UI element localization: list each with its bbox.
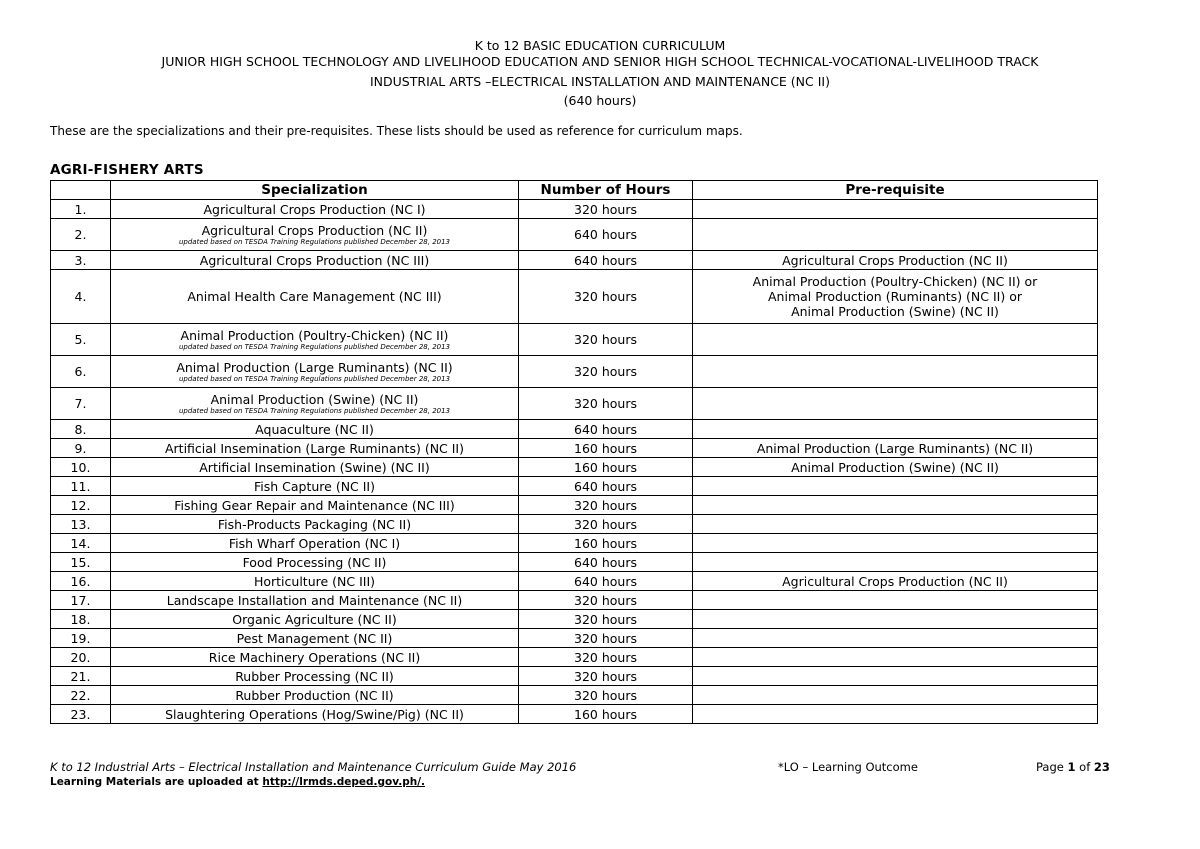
hours-cell: 320 hours	[519, 356, 693, 388]
row-number: 14.	[51, 534, 111, 553]
specialization-name: Artificial Insemination (Swine) (NC II)	[199, 459, 430, 475]
row-number: 1.	[51, 200, 111, 219]
hours-cell: 160 hours	[519, 705, 693, 724]
specialization-cell	[111, 705, 519, 724]
hours-cell: 640 hours	[519, 420, 693, 439]
intro-text: These are the specializations and their pre-requisites. These lists should be used as reference for curriculum maps.	[50, 124, 743, 138]
specialization-name: Organic Agriculture (NC II)	[232, 611, 397, 627]
row-number: 21.	[51, 667, 111, 686]
specialization-name: Aquaculture (NC II)	[255, 421, 374, 437]
specialization-name: Artificial Insemination (Large Ruminants) (NC II)	[164, 440, 464, 456]
prerequisite-cell	[693, 388, 1098, 420]
prerequisite-cell	[693, 200, 1098, 219]
tesda-update-note: updated based on TESDA Training Regulations published December 28, 2013	[178, 238, 451, 246]
specialization-name: Fish Capture (NC II)	[253, 478, 375, 494]
hours-cell: 640 hours	[519, 553, 693, 572]
lrmds-link[interactable]: http://lrmds.deped.gov.ph/.	[262, 776, 426, 788]
hours-cell: 320 hours	[519, 324, 693, 356]
row-number: 15.	[51, 553, 111, 572]
hours-cell: 160 hours	[519, 534, 693, 553]
table-body	[51, 200, 1098, 724]
row-number: 5.	[51, 324, 111, 356]
specialization-name: Food Processing (NC II)	[242, 554, 387, 570]
specialization-cell	[111, 572, 519, 591]
prerequisite-cell	[693, 686, 1098, 705]
table-row	[51, 324, 1098, 356]
specialization-cell	[111, 591, 519, 610]
specialization-name: Fish-Products Packaging (NC II)	[217, 516, 412, 532]
specialization-name: Rubber Production (NC II)	[235, 687, 394, 703]
row-number: 8.	[51, 420, 111, 439]
row-number: 2.	[51, 219, 111, 251]
specialization-cell	[111, 629, 519, 648]
specialization-cell	[111, 219, 519, 251]
prerequisite-cell	[693, 324, 1098, 356]
specialization-name: Agricultural Crops Production (NC I)	[203, 201, 426, 217]
table-row	[51, 572, 1098, 591]
prerequisite-cell	[693, 667, 1098, 686]
prerequisite-cell	[693, 356, 1098, 388]
specialization-cell	[111, 553, 519, 572]
page-prefix: Page	[1036, 760, 1068, 774]
specialization-cell	[111, 458, 519, 477]
prerequisite-cell	[693, 477, 1098, 496]
specialization-cell	[111, 686, 519, 705]
table-row	[51, 534, 1098, 553]
page-of: of	[1075, 760, 1094, 774]
learning-materials-note	[50, 776, 425, 788]
prerequisite-cell: Animal Production (Large Ruminants) (NC II)	[693, 439, 1098, 458]
specialization-table	[50, 180, 1098, 724]
specialization-cell	[111, 251, 519, 270]
section-title: AGRI-FISHERY ARTS	[50, 162, 204, 178]
specialization-cell	[111, 324, 519, 356]
table-row	[51, 610, 1098, 629]
prerequisite-line: Animal Production (Ruminants) (NC II) or	[768, 289, 1022, 304]
row-number: 23.	[51, 705, 111, 724]
hours-cell: 320 hours	[519, 686, 693, 705]
specialization-name: Animal Production (Swine) (NC II)	[210, 392, 419, 407]
prerequisite-cell	[693, 553, 1098, 572]
table-row	[51, 458, 1098, 477]
hours-cell: 160 hours	[519, 439, 693, 458]
prerequisite-cell	[693, 420, 1098, 439]
specialization-name: Animal Production (Large Ruminants) (NC II)	[176, 360, 453, 375]
specialization-cell	[111, 496, 519, 515]
specialization-name: Agricultural Crops Production (NC II)	[201, 223, 428, 238]
table-row	[51, 356, 1098, 388]
hours-cell: 320 hours	[519, 610, 693, 629]
table-row	[51, 648, 1098, 667]
specialization-name: Horticulture (NC III)	[253, 573, 376, 589]
table-row	[51, 477, 1098, 496]
specialization-name: Animal Health Care Management (NC III)	[187, 289, 442, 304]
prerequisite-cell	[693, 515, 1098, 534]
table-row	[51, 388, 1098, 420]
page-number: 1	[1067, 760, 1076, 774]
specialization-cell	[111, 477, 519, 496]
prerequisite-cell: Animal Production (Swine) (NC II)	[693, 458, 1098, 477]
specialization-name: Agricultural Crops Production (NC III)	[199, 252, 430, 268]
prerequisite-cell	[693, 534, 1098, 553]
tesda-update-note: updated based on TESDA Training Regulations published December 28, 2013	[178, 343, 451, 351]
row-number: 10.	[51, 458, 111, 477]
row-number: 22.	[51, 686, 111, 705]
specialization-name: Rubber Processing (NC II)	[235, 668, 394, 684]
hours-cell: 320 hours	[519, 270, 693, 324]
hours-cell: 320 hours	[519, 388, 693, 420]
prerequisite-cell	[693, 219, 1098, 251]
table-row	[51, 686, 1098, 705]
specialization-cell	[111, 667, 519, 686]
specialization-cell	[111, 534, 519, 553]
specialization-cell	[111, 610, 519, 629]
hours-cell: 320 hours	[519, 591, 693, 610]
specialization-cell	[111, 200, 519, 219]
row-number: 3.	[51, 251, 111, 270]
prerequisite-cell	[693, 270, 1098, 324]
curriculum-title: K to 12 BASIC EDUCATION CURRICULUM	[474, 38, 726, 53]
table-row	[51, 270, 1098, 324]
hours-cell: 320 hours	[519, 515, 693, 534]
tesda-update-note: updated based on TESDA Training Regulations published December 28, 2013	[178, 407, 451, 415]
table-row	[51, 251, 1098, 270]
specialization-name: Slaughtering Operations (Hog/Swine/Pig) (NC II)	[165, 706, 464, 722]
row-number: 11.	[51, 477, 111, 496]
header-hours: Number of Hours	[519, 181, 693, 200]
row-number: 7.	[51, 388, 111, 420]
row-number: 6.	[51, 356, 111, 388]
specialization-name: Fish Wharf Operation (NC I)	[228, 535, 401, 551]
specialization-name: Animal Production (Poultry-Chicken) (NC II)	[180, 328, 449, 343]
hours-cell: 320 hours	[519, 200, 693, 219]
table-header-row	[51, 181, 1098, 200]
hours-cell: 320 hours	[519, 648, 693, 667]
table-row	[51, 439, 1098, 458]
row-number: 19.	[51, 629, 111, 648]
table-row	[51, 591, 1098, 610]
table-row	[51, 515, 1098, 534]
row-number: 18.	[51, 610, 111, 629]
specialization-cell	[111, 515, 519, 534]
specialization-cell	[111, 270, 519, 324]
row-number: 20.	[51, 648, 111, 667]
tesda-update-note: updated based on TESDA Training Regulations published December 28, 2013	[178, 375, 451, 383]
specialization-cell	[111, 388, 519, 420]
hours-cell: 640 hours	[519, 572, 693, 591]
page-total: 23	[1093, 760, 1110, 774]
table-row	[51, 553, 1098, 572]
learning-materials-text: Learning Materials are uploaded at	[50, 776, 263, 788]
hours-cell: 640 hours	[519, 477, 693, 496]
specialization-name: Rice Machinery Operations (NC II)	[208, 649, 421, 665]
course-hours: (640 hours)	[563, 93, 637, 108]
prerequisite-cell	[693, 629, 1098, 648]
page-indicator	[1036, 760, 1110, 774]
prerequisite-line: Animal Production (Poultry-Chicken) (NC II) or	[752, 274, 1038, 289]
hours-cell: 640 hours	[519, 251, 693, 270]
prerequisite-cell: Agricultural Crops Production (NC II)	[693, 572, 1098, 591]
specialization-name: Pest Management (NC II)	[236, 630, 393, 646]
specialization-cell	[111, 356, 519, 388]
footer-lo-note: *LO – Learning Outcome	[778, 760, 918, 774]
specialization-name: Fishing Gear Repair and Maintenance (NC III)	[174, 497, 455, 513]
specialization-cell	[111, 648, 519, 667]
header-num	[51, 181, 111, 200]
course-title: INDUSTRIAL ARTS –ELECTRICAL INSTALLATION AND MAINTENANCE (NC II)	[370, 74, 830, 89]
row-number: 4.	[51, 270, 111, 324]
hours-cell: 160 hours	[519, 458, 693, 477]
footer-guide-title: K to 12 Industrial Arts – Electrical Installation and Maintenance Curriculum Guide May 2016	[50, 760, 577, 774]
row-number: 12.	[51, 496, 111, 515]
hours-cell: 640 hours	[519, 219, 693, 251]
hours-cell: 320 hours	[519, 667, 693, 686]
table-row	[51, 629, 1098, 648]
table-row	[51, 705, 1098, 724]
hours-cell: 320 hours	[519, 629, 693, 648]
prerequisite-cell	[693, 705, 1098, 724]
prerequisite-cell	[693, 496, 1098, 515]
header-prerequisite: Pre-requisite	[693, 181, 1098, 200]
prerequisite-cell	[693, 610, 1098, 629]
row-number: 16.	[51, 572, 111, 591]
table-row	[51, 496, 1098, 515]
row-number: 17.	[51, 591, 111, 610]
table-row	[51, 667, 1098, 686]
hours-cell: 320 hours	[519, 496, 693, 515]
table-row	[51, 200, 1098, 219]
curriculum-subtitle: JUNIOR HIGH SCHOOL TECHNOLOGY AND LIVELIHOOD EDUCATION AND SENIOR HIGH SCHOOL TECHNICAL-VOCATIONAL-LIVELIHOOD TRACK	[161, 54, 1039, 69]
prerequisite-line: Animal Production (Swine) (NC II)	[791, 304, 999, 319]
row-number: 9.	[51, 439, 111, 458]
table-row	[51, 420, 1098, 439]
table-row	[51, 219, 1098, 251]
specialization-name: Landscape Installation and Maintenance (NC II)	[166, 592, 463, 608]
prerequisite-cell: Agricultural Crops Production (NC II)	[693, 251, 1098, 270]
specialization-cell	[111, 420, 519, 439]
header-specialization: Specialization	[111, 181, 519, 200]
specialization-cell	[111, 439, 519, 458]
row-number: 13.	[51, 515, 111, 534]
prerequisite-cell	[693, 648, 1098, 667]
prerequisite-cell	[693, 591, 1098, 610]
